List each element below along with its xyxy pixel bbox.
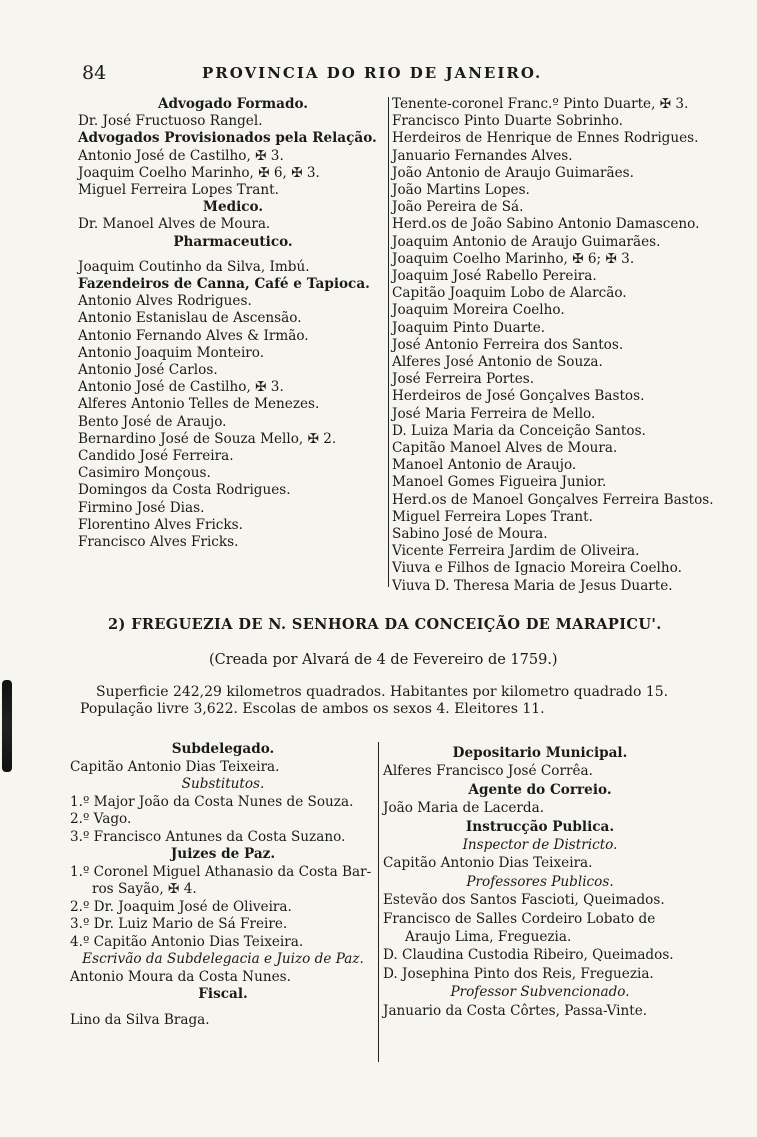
list-item: 2.º Vago. — [70, 811, 132, 827]
list-item: Herdeiros de Henrique de Ennes Rodrigues. — [392, 130, 699, 147]
list-item: José Maria Ferreira de Mello. — [392, 405, 596, 422]
list-item: 2.º Dr. Joaquim José de Oliveira. — [70, 898, 292, 915]
list-item: Joaquim Antonio de Araujo Guimarães. — [392, 233, 661, 250]
list-item: Joaquim Pinto Duarte. — [392, 319, 546, 336]
top-right-column — [392, 96, 714, 595]
list-item: Antonio Moura da Costa Nunes. — [70, 968, 291, 985]
list-item: Joaquim Coelho Marinho, ✠ 6, ✠ 3. — [78, 164, 320, 181]
list-item: Herdeiros de José Gonçalves Bastos. — [392, 388, 645, 405]
list-item: 1.º Coronel Miguel Athanasio da Costa Bar- — [70, 863, 372, 880]
list-item: Alferes José Antonio de Souza. — [392, 354, 603, 371]
list-item: Tenente-coronel Franc.º Pinto Duarte, ✠ 3. — [392, 96, 689, 112]
list-item: Casimiro Monçous. — [78, 465, 211, 482]
list-item: Dr. Manoel Alves de Moura. — [78, 216, 271, 233]
list-item: Joaquim Coelho Marinho, ✠ 6; ✠ 3. — [392, 250, 635, 267]
column-divider — [378, 742, 379, 1062]
section-heading: Advogado Formado. — [157, 96, 309, 112]
list-item: Antonio José de Castilho, ✠ 3. — [78, 379, 284, 396]
section-heading: Advogados Provisionados pela Relação. — [78, 130, 377, 147]
section-heading: Instrucção Publica. — [465, 818, 615, 835]
freguezia-title: 2) FREGUEZIA DE N. SENHORA DA CONCEIÇÃO DE MARAPICU'. — [108, 616, 662, 633]
list-item: Lino da Silva Braga. — [70, 1011, 210, 1028]
list-item: 3.º Francisco Antunes da Costa Suzano. — [70, 828, 346, 845]
list-item: Francisco de Salles Cordeiro Lobato de — [383, 910, 656, 927]
list-item: Viuva D. Theresa Maria de Jesus Duarte. — [392, 577, 673, 594]
list-item: João Antonio de Araujo Guimarães. — [392, 164, 634, 181]
list-item: Antonio Estanislau de Ascensão. — [78, 310, 302, 327]
list-item: Alferes Francisco José Corrêa. — [383, 763, 593, 780]
list-item: Joaquim Coutinho da Silva, Imbú. — [78, 258, 310, 275]
list-item: ros Sayão, ✠ 4. — [92, 881, 197, 897]
list-item: D. Josephina Pinto dos Reis, Freguezia. — [383, 965, 654, 982]
list-item: Joaquim José Rabello Pereira. — [392, 268, 597, 285]
list-item: Antonio Fernando Alves & Irmão. — [78, 327, 309, 344]
list-item: Antonio Alves Rodrigues. — [78, 293, 252, 310]
list-item: Joaquim Moreira Coelho. — [392, 302, 565, 319]
list-item: Capitão Manoel Alves de Moura. — [392, 440, 618, 457]
list-item: Manoel Gomes Figueira Junior. — [392, 474, 607, 491]
spacer — [70, 1004, 376, 1012]
list-item: Firmino José Dias. — [78, 499, 205, 516]
list-item: João Martins Lopes. — [392, 182, 530, 199]
stats-line-2: População livre 3,622. Escolas de ambos os sexos 4. Eleitores 11. — [80, 701, 545, 717]
list-item: Domingos da Costa Rodrigues. — [78, 482, 291, 499]
list-item: Viuva e Filhos de Ignacio Moreira Coelho. — [392, 560, 682, 577]
section-heading: Fazendeiros de Canna, Café e Tapioca. — [78, 276, 370, 293]
bottom-right-column — [383, 744, 697, 1020]
subsection-heading: Substitutos. — [181, 776, 265, 792]
list-item: 3.º Dr. Luiz Mario de Sá Freire. — [70, 916, 288, 932]
subsection-heading: Professores Publicos. — [466, 873, 614, 890]
list-item: D. Luiza Maria da Conceição Santos. — [392, 422, 646, 439]
list-item: Florentino Alves Fricks. — [78, 516, 243, 533]
list-item: Estevão dos Santos Fascioti, Queimados. — [383, 892, 665, 909]
section-heading: Pharmaceutico. — [173, 233, 293, 250]
section-heading: Depositario Municipal. — [452, 745, 628, 761]
list-item: Dr. José Fructuoso Rangel. — [78, 113, 263, 130]
list-item: 1.º Major João da Costa Nunes de Souza. — [70, 793, 354, 810]
list-item: Antonio José Carlos. — [78, 362, 218, 379]
list-item: Miguel Ferreira Lopes Trant. — [78, 182, 279, 199]
section-heading: Agente do Correio. — [468, 781, 612, 798]
list-item: Araujo Lima, Freguezia. — [405, 929, 572, 946]
list-item: Francisco Pinto Duarte Sobrinho. — [392, 113, 623, 130]
list-item: João Pereira de Sá. — [392, 199, 524, 216]
list-item: Francisco Alves Fricks. — [78, 534, 239, 551]
page-number: 84 — [82, 62, 107, 84]
list-item: Bernardino José de Souza Mello, ✠ 2. — [78, 430, 337, 447]
stats-line-1: Superficie 242,29 kilometros quadrados. Habitantes por kilometro quadrado 15. — [96, 684, 669, 700]
subsection-heading: Professor Subvencionado. — [450, 984, 630, 1001]
section-heading: Subdelegado. — [171, 741, 275, 757]
list-item: Capitão Joaquim Lobo de Alarcão. — [392, 285, 627, 302]
binding-mark — [2, 680, 12, 772]
list-item: Januario da Costa Côrtes, Passa-Vinte. — [383, 1002, 648, 1019]
section-heading: Juizes de Paz. — [170, 846, 276, 862]
list-item: D. Claudina Custodia Ribeiro, Queimados. — [383, 947, 674, 964]
list-item: 4.º Capitão Antonio Dias Teixeira. — [70, 933, 304, 950]
list-item: João Maria de Lacerda. — [383, 800, 545, 817]
list-item: Miguel Ferreira Lopes Trant. — [392, 508, 593, 525]
list-item: Antonio Joaquim Monteiro. — [78, 344, 265, 361]
section-heading: Fiscal. — [198, 986, 248, 1002]
section-heading: Medico. — [202, 199, 264, 216]
column-divider — [388, 97, 389, 587]
list-item: Capitão Antonio Dias Teixeira. — [70, 758, 280, 775]
top-left-column — [78, 96, 388, 551]
list-item: Antonio José de Castilho, ✠ 3. — [78, 147, 284, 164]
list-item: Januario Fernandes Alves. — [392, 147, 573, 164]
list-item: Herd.os de João Sabino Antonio Damasceno. — [392, 216, 700, 233]
list-item: Vicente Ferreira Jardim de Oliveira. — [392, 543, 640, 560]
spacer — [78, 251, 388, 259]
subsection-heading: Inspector de Districto. — [462, 837, 618, 854]
freguezia-subtitle: (Creada por Alvará de 4 de Fevereiro de 1759.) — [209, 652, 558, 668]
bottom-left-column — [70, 741, 376, 1029]
list-item: Bento José de Araujo. — [78, 413, 227, 430]
list-item: José Ferreira Portes. — [392, 371, 535, 388]
list-item: Capitão Antonio Dias Teixeira. — [383, 855, 593, 872]
list-item: Candido José Ferreira. — [78, 448, 234, 465]
subsection-heading: Escrivão da Subdelegacia e Juizo de Paz. — [82, 951, 364, 967]
list-item: José Antonio Ferreira dos Santos. — [392, 336, 624, 353]
list-item: Alferes Antonio Telles de Menezes. — [78, 396, 320, 413]
list-item: Herd.os de Manoel Gonçalves Ferreira Bastos. — [392, 491, 714, 508]
list-item: Manoel Antonio de Araujo. — [392, 457, 577, 474]
list-item: Sabino José de Moura. — [392, 526, 548, 543]
page-title: PROVINCIA DO RIO DE JANEIRO. — [202, 64, 543, 82]
